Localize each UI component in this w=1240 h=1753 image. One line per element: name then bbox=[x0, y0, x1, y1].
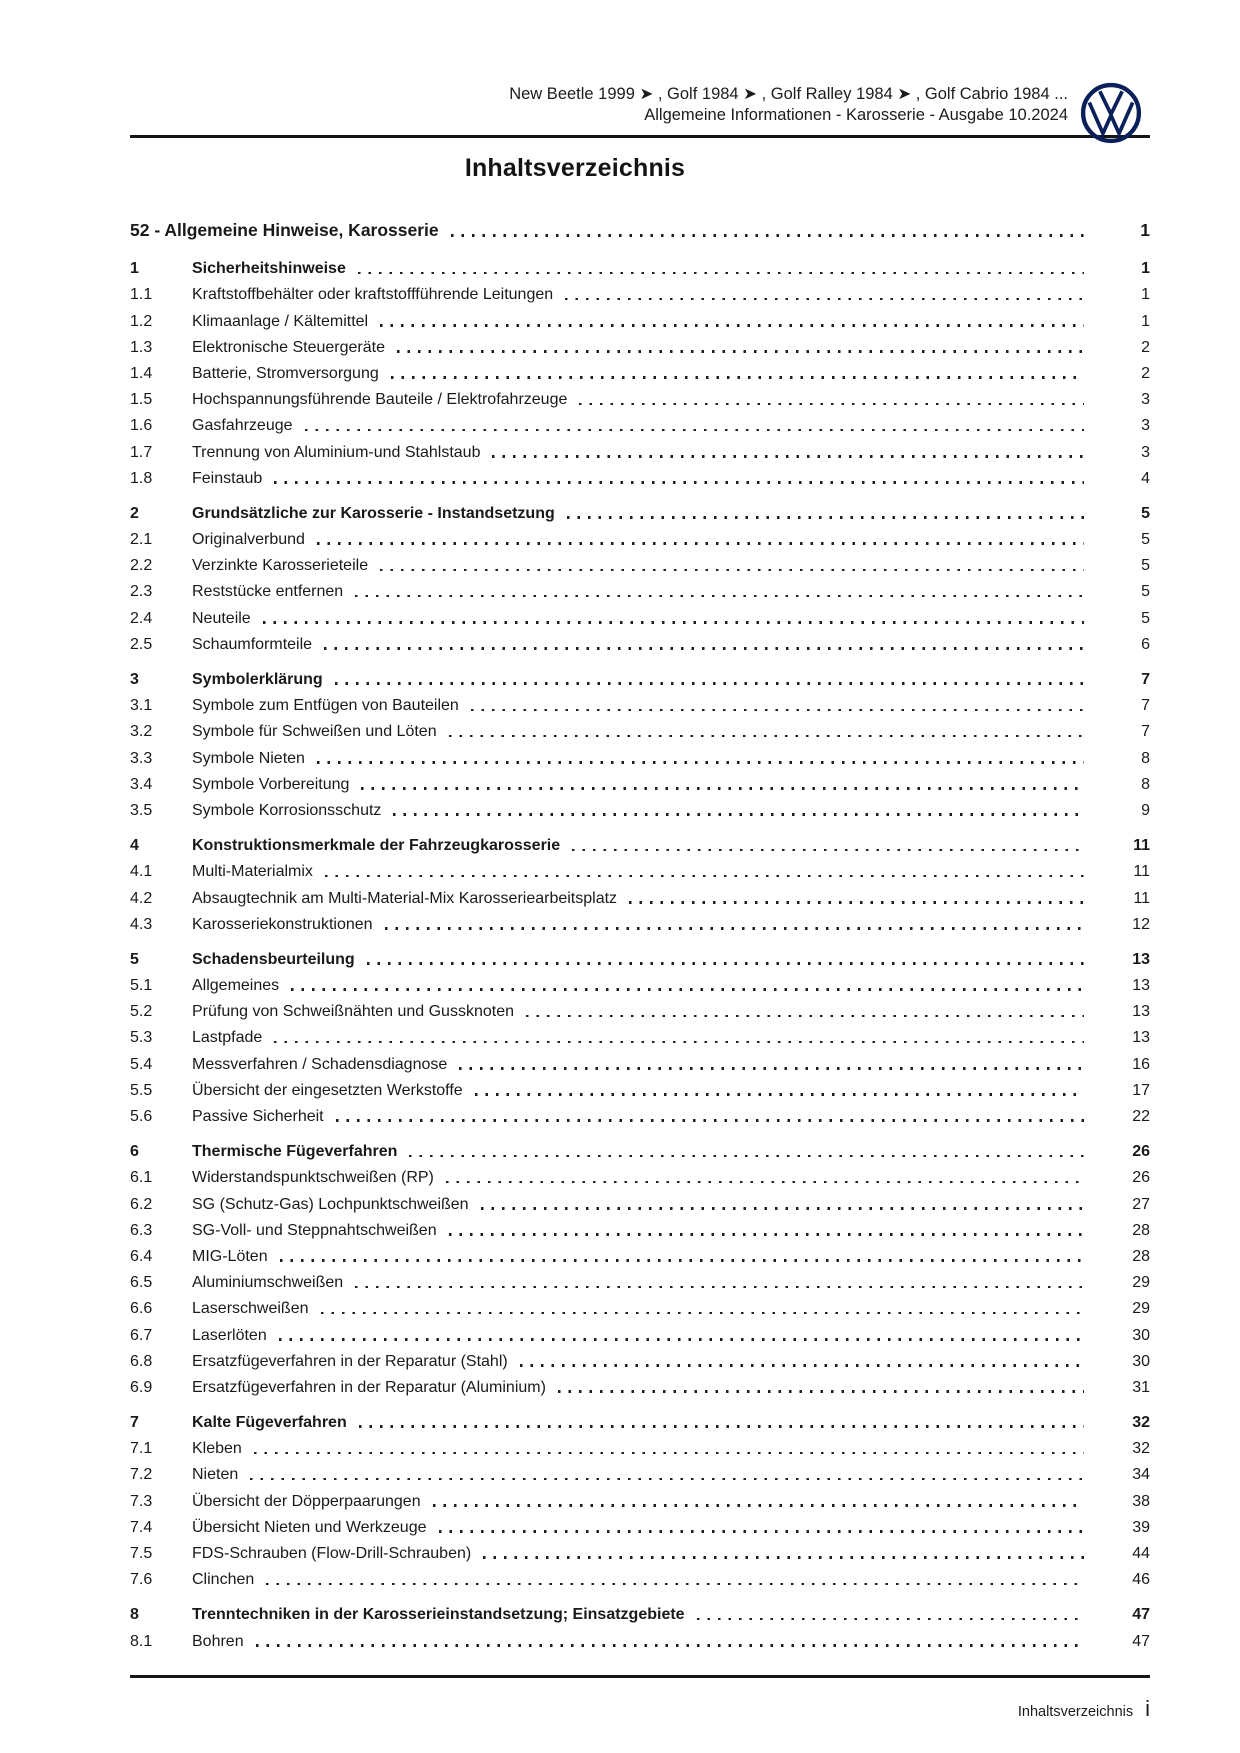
toc-entry-title: Schadensbeurteilung bbox=[192, 950, 355, 968]
toc-entry-page: 1 bbox=[1141, 260, 1150, 278]
toc-row bbox=[130, 741, 1150, 767]
dot-leader bbox=[305, 429, 1084, 432]
toc-entry-page: 2 bbox=[1141, 338, 1150, 356]
dot-leader bbox=[483, 1556, 1084, 1559]
toc-row bbox=[130, 1511, 1150, 1537]
toc-entry-page: 32 bbox=[1132, 1414, 1150, 1432]
dot-leader bbox=[380, 569, 1084, 572]
toc-entry-title: Multi-Materialmix bbox=[192, 863, 313, 881]
toc-entry-title: Nieten bbox=[192, 1466, 239, 1484]
toc-row bbox=[130, 1484, 1150, 1510]
toc-row bbox=[130, 1458, 1150, 1484]
dot-leader bbox=[697, 1618, 1084, 1621]
toc-entry-number: 6.1 bbox=[130, 1169, 153, 1187]
toc-entry-title: Batterie, Stromversorgung bbox=[192, 364, 379, 382]
toc-entry-page: 7 bbox=[1141, 723, 1150, 741]
toc-entry-title: Kleben bbox=[192, 1440, 242, 1458]
dot-leader bbox=[325, 875, 1084, 878]
toc-entry-page: 3 bbox=[1141, 391, 1150, 409]
toc-row bbox=[130, 1432, 1150, 1458]
toc-entry-number: 2.1 bbox=[130, 531, 153, 549]
toc-entry-number: 1.8 bbox=[130, 469, 153, 487]
toc-entry-page: 13 bbox=[1132, 1029, 1150, 1047]
toc-entry-title: FDS-Schrauben (Flow-Drill-Schrauben) bbox=[192, 1545, 472, 1562]
toc-entry-number: 1.5 bbox=[130, 391, 153, 409]
toc-row bbox=[130, 304, 1150, 330]
toc-entry-page: 30 bbox=[1132, 1352, 1150, 1370]
toc-entry-page: 46 bbox=[1132, 1571, 1150, 1589]
toc-entry-page: 28 bbox=[1132, 1247, 1150, 1265]
toc-entry-number: 4.1 bbox=[130, 863, 153, 881]
toc-entry-number: 7.3 bbox=[130, 1492, 153, 1510]
dot-leader bbox=[291, 988, 1084, 991]
toc-entry-page: 13 bbox=[1132, 977, 1150, 995]
toc-row bbox=[130, 1266, 1150, 1292]
dot-leader bbox=[266, 1583, 1084, 1586]
toc-entry-number: 6.2 bbox=[130, 1195, 153, 1213]
toc-entry-title: Reststücke entfernen bbox=[192, 583, 344, 601]
toc-entry-page: 39 bbox=[1132, 1518, 1150, 1536]
dot-leader bbox=[274, 1041, 1084, 1044]
toc-entry-page: 8 bbox=[1141, 775, 1150, 793]
toc-entry-number: 7.2 bbox=[130, 1466, 153, 1484]
toc-entry-number: 5.2 bbox=[130, 1003, 153, 1021]
dot-leader bbox=[449, 735, 1084, 738]
toc-entry-title: Klimaanlage / Kältemittel bbox=[192, 312, 369, 330]
page-header bbox=[130, 84, 1150, 138]
toc-entry-page: 5 bbox=[1141, 583, 1150, 601]
dot-leader bbox=[359, 1425, 1084, 1428]
toc-entry-number: 1.7 bbox=[130, 443, 153, 461]
toc-entry-page: 7 bbox=[1141, 671, 1150, 688]
toc-entry-title: Elektronische Steuergeräte bbox=[192, 338, 385, 356]
toc-entry-title: Clinchen bbox=[192, 1571, 255, 1589]
page-footer bbox=[130, 1696, 1150, 1722]
toc-row bbox=[130, 1598, 1150, 1624]
toc-entry-page: 3 bbox=[1141, 443, 1150, 461]
toc-entry-title: Karosseriekonstruktionen bbox=[192, 915, 373, 933]
toc-entry-title: Feinstaub bbox=[192, 469, 263, 487]
toc-entry-page: 29 bbox=[1132, 1300, 1150, 1318]
toc-entry-page: 9 bbox=[1141, 801, 1150, 819]
toc-entry-number: 5.6 bbox=[130, 1108, 153, 1125]
toc-entry-title: Sicherheitshinweise bbox=[192, 260, 346, 278]
toc-row bbox=[130, 497, 1150, 523]
toc-entry-number: 2.3 bbox=[130, 583, 153, 601]
toc-entry-page: 1 bbox=[1141, 286, 1150, 304]
toc-entry-title: Verzinkte Karosserieteile bbox=[192, 557, 369, 575]
dot-leader bbox=[355, 595, 1084, 598]
toc-entry-page: 12 bbox=[1132, 915, 1150, 933]
dot-leader bbox=[565, 298, 1084, 301]
toc-entry-number: 2.4 bbox=[130, 609, 153, 627]
toc-entry-title: Allgemeines bbox=[192, 977, 280, 995]
toc-entry-number: 6.3 bbox=[130, 1221, 153, 1239]
toc-row bbox=[130, 855, 1150, 881]
toc-row bbox=[130, 1021, 1150, 1047]
dot-leader bbox=[451, 234, 1084, 237]
dot-leader bbox=[459, 1067, 1084, 1070]
toc-entry-number: 3.4 bbox=[130, 775, 153, 793]
toc-entry-number: 7.5 bbox=[130, 1545, 153, 1562]
toc-entry-title: Originalverbund bbox=[192, 531, 305, 549]
toc-row bbox=[130, 1292, 1150, 1318]
toc-entry-page: 3 bbox=[1141, 417, 1150, 435]
dot-leader bbox=[317, 542, 1084, 545]
toc-entry-number: 1.2 bbox=[130, 312, 153, 330]
toc-entry-page: 47 bbox=[1132, 1606, 1150, 1624]
dot-leader bbox=[256, 1644, 1084, 1647]
toc-entry-number: 1.1 bbox=[130, 286, 153, 304]
toc-row bbox=[130, 943, 1150, 969]
toc-row bbox=[130, 575, 1150, 601]
toc-entry-number: 3.3 bbox=[130, 749, 153, 767]
toc-entry-title: Widerstandspunktschweißen (RP) bbox=[192, 1169, 434, 1187]
dot-leader bbox=[393, 813, 1084, 816]
toc-entry-page: 32 bbox=[1132, 1440, 1150, 1458]
vw-logo-icon bbox=[1080, 82, 1142, 144]
toc-entry-page: 31 bbox=[1132, 1378, 1150, 1396]
toc-entry-page: 29 bbox=[1132, 1274, 1150, 1292]
dot-leader bbox=[336, 1119, 1084, 1122]
toc-entry-number: 6.5 bbox=[130, 1274, 153, 1292]
toc-row bbox=[130, 1345, 1150, 1371]
toc-entry-number: 4.2 bbox=[130, 889, 153, 907]
toc-entry-page: 1 bbox=[1141, 312, 1150, 330]
toc-entry-title: Schaumformteile bbox=[192, 635, 313, 653]
toc-entry-number: 1 bbox=[130, 260, 139, 278]
dot-leader bbox=[481, 1207, 1084, 1210]
toc-entry-number: 3.2 bbox=[130, 723, 153, 741]
toc-row bbox=[130, 549, 1150, 575]
toc-row bbox=[130, 995, 1150, 1021]
toc-row bbox=[130, 715, 1150, 741]
toc-entry-number: 7.6 bbox=[130, 1571, 153, 1589]
toc-entry-page: 8 bbox=[1141, 749, 1150, 767]
toc-entry-number: 6 bbox=[130, 1143, 139, 1161]
dot-leader bbox=[254, 1452, 1084, 1455]
toc-row bbox=[130, 1135, 1150, 1161]
toc-entry-number: 8.1 bbox=[130, 1632, 153, 1650]
toc-entry-number: 6.4 bbox=[130, 1247, 153, 1265]
toc-row bbox=[130, 794, 1150, 820]
dot-leader bbox=[572, 849, 1084, 852]
toc-entry-title: Symbole Korrosionsschutz bbox=[192, 801, 382, 819]
toc-row bbox=[130, 1161, 1150, 1187]
toc-entry-number: 1.3 bbox=[130, 338, 153, 356]
toc-row bbox=[130, 1100, 1150, 1126]
toc-row bbox=[130, 1406, 1150, 1432]
dot-leader bbox=[380, 324, 1084, 327]
toc-entry-page: 27 bbox=[1132, 1195, 1150, 1213]
toc-entry-title: Aluminiumschweißen bbox=[192, 1274, 344, 1292]
toc-row bbox=[130, 1318, 1150, 1344]
toc-entry-title: Passive Sicherheit bbox=[192, 1108, 324, 1125]
toc-entry-page: 7 bbox=[1141, 697, 1150, 715]
header-info-line: Allgemeine Informationen - Karosserie - Ausgabe 10.2024 bbox=[644, 106, 1068, 124]
footer-page-number: i bbox=[1145, 1695, 1150, 1721]
toc-entry-title: Gasfahrzeuge bbox=[192, 417, 293, 435]
dot-leader bbox=[274, 481, 1084, 484]
dot-leader bbox=[475, 1093, 1084, 1096]
page-title: Inhaltsverzeichnis bbox=[464, 154, 686, 182]
toc-entry-title: Kalte Fügeverfahren bbox=[192, 1414, 347, 1432]
toc-entry-page: 22 bbox=[1132, 1108, 1150, 1125]
toc-entry-title: Symbole Vorbereitung bbox=[192, 775, 350, 793]
toc-entry-number: 6.9 bbox=[130, 1378, 153, 1396]
toc-row bbox=[130, 768, 1150, 794]
toc-chapter-row bbox=[130, 213, 1150, 241]
dot-leader bbox=[361, 787, 1084, 790]
toc-entry-page: 5 bbox=[1141, 531, 1150, 549]
toc-entry-number: 7.4 bbox=[130, 1518, 153, 1536]
toc-row bbox=[130, 409, 1150, 435]
toc-entry-page: 30 bbox=[1132, 1326, 1150, 1344]
dot-leader bbox=[492, 455, 1084, 458]
toc-chapter-label: 52 - Allgemeine Hinweise, Karosserie bbox=[130, 220, 439, 240]
toc-row bbox=[130, 435, 1150, 461]
toc-entry-number: 3.5 bbox=[130, 801, 153, 819]
toc-entry-title: Symbole für Schweißen und Löten bbox=[192, 723, 437, 741]
toc-entry-title: Absaugtechnik am Multi-Material-Mix Karosseriearbeitsplatz bbox=[192, 889, 618, 907]
dot-leader bbox=[558, 1390, 1084, 1393]
toc-entry-title: Übersicht Nieten und Werkzeuge bbox=[192, 1518, 427, 1536]
toc-entry-title: Bohren bbox=[192, 1632, 244, 1650]
toc-entry-title: Symbole zum Entfügen von Bauteilen bbox=[192, 697, 459, 715]
footer-rule bbox=[130, 1675, 1150, 1678]
dot-leader bbox=[567, 516, 1084, 519]
dot-leader bbox=[579, 403, 1084, 406]
toc-entry-number: 5 bbox=[130, 950, 139, 968]
dot-leader bbox=[317, 761, 1084, 764]
toc-entry-page: 11 bbox=[1133, 837, 1150, 855]
toc-entry-title: Ersatzfügeverfahren in der Reparatur (Aluminium) bbox=[192, 1378, 546, 1396]
toc-entry-title: Grundsätzliche zur Karosserie - Instandsetzung bbox=[192, 504, 555, 522]
toc-row bbox=[130, 252, 1150, 278]
toc-entry-number: 6.8 bbox=[130, 1352, 153, 1370]
dot-leader bbox=[280, 1259, 1084, 1262]
dot-leader bbox=[385, 927, 1084, 930]
toc-entry-number: 4 bbox=[130, 837, 139, 855]
toc-row bbox=[130, 1371, 1150, 1397]
dot-leader bbox=[279, 1338, 1084, 1341]
toc-entry-title: Hochspannungsführende Bauteile / Elektrofahrzeuge bbox=[192, 391, 568, 409]
toc-entry-title: Symbolerklärung bbox=[192, 671, 323, 688]
toc-row bbox=[130, 908, 1150, 934]
dot-leader bbox=[358, 272, 1084, 275]
toc-entry-page: 26 bbox=[1132, 1143, 1150, 1161]
toc-entry-number: 7 bbox=[130, 1414, 139, 1432]
dot-leader bbox=[449, 1233, 1084, 1236]
toc-row bbox=[130, 1214, 1150, 1240]
toc-entry-page: 13 bbox=[1132, 950, 1150, 968]
toc-entry-page: 5 bbox=[1141, 557, 1150, 575]
dot-leader bbox=[446, 1181, 1084, 1184]
dot-leader bbox=[439, 1530, 1085, 1533]
toc-row bbox=[130, 331, 1150, 357]
toc-row bbox=[130, 278, 1150, 304]
toc-row bbox=[130, 357, 1150, 383]
dot-leader bbox=[321, 1312, 1085, 1315]
toc-row bbox=[130, 689, 1150, 715]
header-models-line: New Beetle 1999 ➤ , Golf 1984 ➤ , Golf Ralley 1984 ➤ , Golf Cabrio 1984 ... bbox=[509, 85, 1068, 103]
toc-row bbox=[130, 663, 1150, 689]
toc-entry-title: Kraftstoffbehälter oder kraftstoffführende Leitungen bbox=[192, 286, 554, 304]
toc-entry-page: 26 bbox=[1132, 1169, 1150, 1187]
toc-list bbox=[130, 213, 1150, 1651]
toc-entry-number: 5.3 bbox=[130, 1029, 153, 1047]
toc-entry-page: 28 bbox=[1132, 1221, 1150, 1239]
dot-leader bbox=[263, 621, 1084, 624]
toc-entry-number: 5.5 bbox=[130, 1081, 153, 1099]
toc-entry-page: 2 bbox=[1141, 364, 1150, 382]
toc-entry-number: 2 bbox=[130, 504, 139, 522]
dot-leader bbox=[324, 647, 1084, 650]
toc-row bbox=[130, 523, 1150, 549]
toc-entry-title: Übersicht der Döpperpaarungen bbox=[192, 1492, 421, 1510]
toc-entry-page: 44 bbox=[1132, 1545, 1150, 1562]
header-rule bbox=[130, 135, 1150, 138]
toc-entry-number: 2.5 bbox=[130, 635, 153, 653]
toc-entry-page: 38 bbox=[1132, 1492, 1150, 1510]
toc-row bbox=[130, 628, 1150, 654]
toc-entry-title: Konstruktionsmerkmale der Fahrzeugkarosserie bbox=[192, 837, 561, 855]
dot-leader bbox=[629, 901, 1084, 904]
toc-entry-page: 4 bbox=[1141, 469, 1150, 487]
toc-entry-title: SG (Schutz-Gas) Lochpunktschweißen bbox=[192, 1195, 469, 1213]
toc-entry-number: 8 bbox=[130, 1606, 139, 1624]
toc-entry-page: 5 bbox=[1141, 504, 1150, 522]
toc-entry-number: 7.1 bbox=[130, 1440, 153, 1458]
toc-entry-number: 5.1 bbox=[130, 977, 153, 995]
toc-row bbox=[130, 829, 1150, 855]
toc-entry-number: 6.7 bbox=[130, 1326, 153, 1344]
toc-entry-page: 11 bbox=[1133, 889, 1150, 907]
toc-row bbox=[130, 881, 1150, 907]
toc-row bbox=[130, 1624, 1150, 1650]
toc-row bbox=[130, 601, 1150, 627]
dot-leader bbox=[409, 1155, 1084, 1158]
toc-entry-page: 5 bbox=[1141, 609, 1150, 627]
toc-row bbox=[130, 969, 1150, 995]
dot-leader bbox=[355, 1286, 1084, 1289]
toc-entry-number: 4.3 bbox=[130, 915, 153, 933]
toc-entry-title: Prüfung von Schweißnähten und Gussknoten bbox=[192, 1003, 514, 1021]
toc-entry-title: Laserlöten bbox=[192, 1326, 267, 1344]
toc-entry-title: Thermische Fügeverfahren bbox=[192, 1143, 398, 1161]
toc-entry-number: 1.6 bbox=[130, 417, 153, 435]
toc-entry-page: 13 bbox=[1132, 1003, 1150, 1021]
toc-row bbox=[130, 1074, 1150, 1100]
dot-leader bbox=[471, 709, 1084, 712]
toc-row bbox=[130, 383, 1150, 409]
toc-entry-page: 34 bbox=[1132, 1466, 1150, 1484]
toc-chapter-page: 1 bbox=[1140, 220, 1150, 240]
dot-leader bbox=[397, 350, 1084, 353]
toc-entry-title: Ersatzfügeverfahren in der Reparatur (Stahl) bbox=[192, 1352, 508, 1370]
toc-entry-page: 6 bbox=[1141, 635, 1150, 653]
footer-label: Inhaltsverzeichnis bbox=[1017, 1703, 1134, 1720]
toc-entry-number: 5.4 bbox=[130, 1055, 153, 1073]
dot-leader bbox=[526, 1015, 1084, 1018]
dot-leader bbox=[367, 962, 1084, 965]
toc-entry-number: 6.6 bbox=[130, 1300, 153, 1318]
toc-entry-page: 16 bbox=[1132, 1055, 1150, 1073]
dot-leader bbox=[391, 376, 1084, 379]
toc-row bbox=[130, 1563, 1150, 1589]
toc-entry-title: Trenntechniken in der Karosserieinstandsetzung; Einsatzgebiete bbox=[192, 1606, 685, 1624]
dot-leader bbox=[250, 1478, 1084, 1481]
dot-leader bbox=[433, 1504, 1084, 1507]
toc-entry-page: 17 bbox=[1132, 1081, 1150, 1099]
toc-row bbox=[130, 1240, 1150, 1266]
dot-leader bbox=[335, 682, 1084, 685]
toc-entry-title: Lastpfade bbox=[192, 1029, 263, 1047]
dot-leader bbox=[520, 1364, 1084, 1367]
toc-row bbox=[130, 1047, 1150, 1073]
toc-entry-title: SG-Voll- und Steppnahtschweißen bbox=[192, 1221, 437, 1239]
toc-entry-title: Messverfahren / Schadensdiagnose bbox=[192, 1055, 448, 1073]
toc-row bbox=[130, 462, 1150, 488]
toc-entry-number: 2.2 bbox=[130, 557, 153, 575]
toc-entry-title: Trennung von Aluminium-und Stahlstaub bbox=[192, 443, 481, 461]
toc-entry-number: 3 bbox=[130, 671, 139, 688]
toc-entry-title: MIG-Löten bbox=[192, 1247, 268, 1265]
toc-row bbox=[130, 1187, 1150, 1213]
toc-entry-title: Symbole Nieten bbox=[192, 749, 305, 767]
toc-entry-page: 11 bbox=[1133, 863, 1150, 881]
toc-entry-title: Laserschweißen bbox=[192, 1300, 309, 1318]
toc-entry-page: 47 bbox=[1132, 1632, 1150, 1650]
toc-entry-number: 3.1 bbox=[130, 697, 153, 715]
toc-entry-title: Übersicht der eingesetzten Werkstoffe bbox=[192, 1081, 463, 1099]
toc-entry-title: Neuteile bbox=[192, 609, 251, 627]
toc-row bbox=[130, 1537, 1150, 1563]
toc-entry-number: 1.4 bbox=[130, 364, 153, 382]
